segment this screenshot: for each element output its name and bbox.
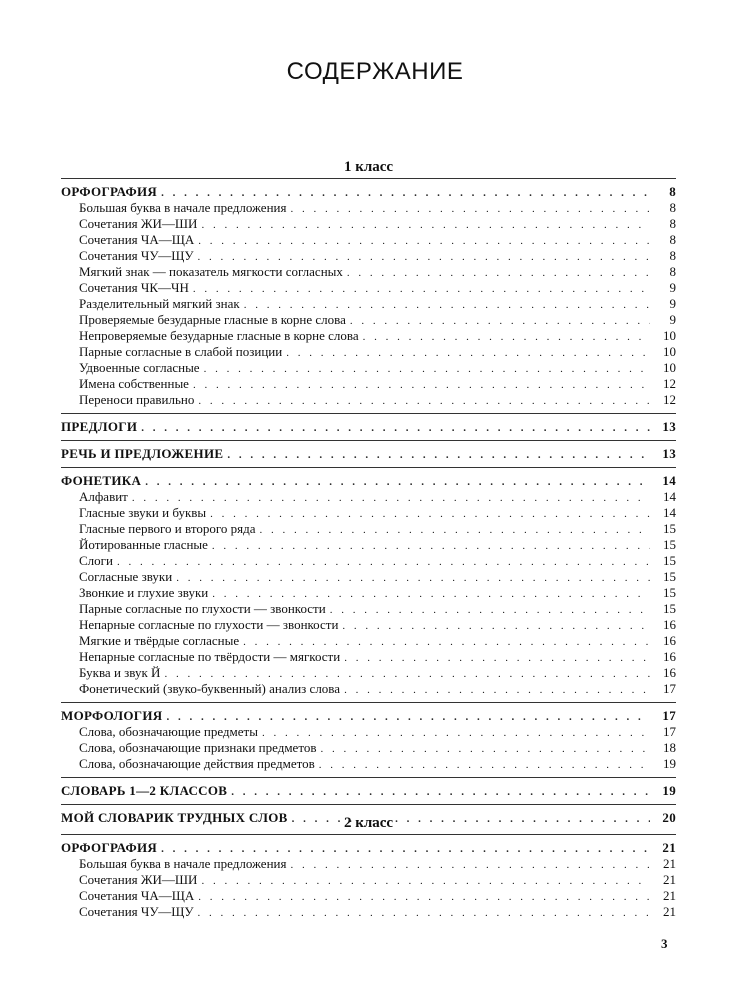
entry-page-number: 15 [663,537,676,552]
toc-sub-entry [61,344,676,360]
entry-label: Сочетания ЧУ—ЩУ [79,248,194,263]
dot-leader [198,889,650,905]
entry-label: Парные согласные в слабой позиции [79,344,283,359]
dot-leader [212,586,650,602]
dot-leader [132,490,650,506]
entry-label: Сочетания ЧА—ЩА [79,888,195,903]
dot-leader [164,666,650,682]
toc-sub-entry [61,553,676,569]
toc-sub-entry [61,904,676,920]
section-grade-1 [61,156,676,831]
dot-leader [145,474,650,490]
toc-sub-entry [61,569,676,585]
toc-sub-entry [61,585,676,601]
toc-sub-entry [61,740,676,756]
entry-page-number: 19 [662,783,676,798]
entry-label: Сочетания ЖИ—ШИ [79,216,198,231]
entry-label: Проверяемые безударные гласные в корне слова [79,312,346,327]
toc-sub-entry [61,312,676,328]
entry-page-number: 14 [663,489,676,504]
entry-page-number: 16 [663,617,676,632]
toc-sub-entry [61,296,676,312]
toc-sub-entry [61,280,676,296]
section-grade-2 [61,812,676,925]
toc-sub-entry [61,248,676,264]
entry-page-number: 13 [662,446,676,461]
entry-page-number: 10 [663,328,676,343]
dot-leader [212,538,650,554]
dot-leader [244,297,650,313]
entry-page-number: 15 [663,553,676,568]
entry-label: РЕЧЬ И ПРЕДЛОЖЕНИЕ [61,446,224,461]
entry-label: Непарные согласные по твёрдости — мягкости [79,649,341,664]
section-heading: 2 класс [343,815,394,831]
entry-label: Буква и звук Й [79,665,161,680]
dot-leader [319,757,650,773]
toc-sub-entry [61,537,676,553]
entry-page-number: 9 [669,296,676,311]
toc-sub-entry [61,360,676,376]
entry-label: Непроверяемые безударные гласные в корне слова [79,328,359,343]
entry-label: Слоги [79,553,113,568]
dot-leader [290,201,650,217]
entry-page-number: 21 [663,904,676,919]
dot-leader [330,602,650,618]
dot-leader [176,570,650,586]
dot-leader [262,725,650,741]
entry-label: Мягкий знак — показатель мягкости согласных [79,264,343,279]
entry-label: Гласные первого и второго ряда [79,521,256,536]
entry-page-number: 17 [663,724,676,739]
dot-leader [161,841,650,857]
entry-label: Алфавит [79,489,128,504]
entry-page-number: 10 [663,344,676,359]
entry-label: ОРФОГРАФИЯ [61,184,158,199]
entry-page-number: 16 [663,633,676,648]
entry-label: Слова, обозначающие признаки предметов [79,740,317,755]
toc-sub-entry [61,328,676,344]
entry-label: Мягкие и твёрдые согласные [79,633,240,648]
toc-sub-entry [61,633,676,649]
entry-label: ОРФОГРАФИЯ [61,840,158,855]
entry-page-number: 8 [669,264,676,279]
toc-sub-entry [61,392,676,408]
dot-leader [166,709,650,725]
entry-label: Непарные согласные по глухости — звонкости [79,617,339,632]
toc-sub-entry [61,724,676,740]
dot-leader [344,650,650,666]
toc-main-entry [61,419,676,435]
entry-page-number: 8 [669,216,676,231]
entry-page-number: 21 [663,856,676,871]
dot-leader [259,522,650,538]
entry-page-number: 17 [662,708,676,723]
entry-page-number: 13 [662,419,676,434]
entry-label: Гласные звуки и буквы [79,505,207,520]
toc-sub-entry [61,505,676,521]
entry-page-number: 9 [669,280,676,295]
dot-leader [161,185,650,201]
toc-sub-entry [61,856,676,872]
dot-leader [193,377,650,393]
entry-label: СЛОВАРЬ 1—2 КЛАССОВ [61,783,228,798]
dot-leader [201,217,650,233]
dot-leader [350,313,650,329]
toc-main-entry [61,446,676,462]
dot-leader [198,905,650,921]
section-heading: 1 класс [343,159,394,175]
entry-page-number: 16 [663,649,676,664]
entry-page-number: 8 [669,200,676,215]
dot-leader [227,447,650,463]
toc-sub-entry [61,521,676,537]
dot-leader [363,329,650,345]
entry-page-number: 8 [669,248,676,263]
dot-leader [198,249,650,265]
dot-leader [141,420,650,436]
entry-label: Йотированные гласные [79,537,208,552]
dot-leader [231,784,650,800]
dot-leader [342,618,650,634]
toc-sub-entry [61,489,676,505]
entry-page-number: 21 [663,872,676,887]
dot-leader [286,345,650,361]
toc-sub-entry [61,200,676,216]
entry-label: ПРЕДЛОГИ [61,419,138,434]
entry-label: Большая буква в начале предложения [79,200,287,215]
dot-leader [201,873,650,889]
toc-sub-entry [61,756,676,772]
toc-sub-entry [61,264,676,280]
entry-label: Переноси правильно [79,392,195,407]
dot-leader [198,233,650,249]
entry-label: Сочетания ЧУ—ЩУ [79,904,194,919]
entry-page-number: 15 [663,601,676,616]
entry-label: Разделительный мягкий знак [79,296,240,311]
entry-label: Сочетания ЖИ—ШИ [79,872,198,887]
entry-page-number: 20 [662,810,676,825]
entry-label: Слова, обозначающие предметы [79,724,258,739]
toc-main-entry [61,184,676,200]
dot-leader [290,857,650,873]
entry-page-number: 10 [663,360,676,375]
dot-leader [193,281,650,297]
dot-leader [210,506,650,522]
toc-sub-entry [61,665,676,681]
page-title: СОДЕРЖАНИЕ [286,58,464,85]
toc-sub-entry [61,376,676,392]
toc-sub-entry [61,872,676,888]
entry-label: Удвоенные согласные [79,360,200,375]
toc-sub-entry [61,888,676,904]
entry-page-number: 15 [663,585,676,600]
entry-page-number: 9 [669,312,676,327]
dot-leader [344,682,650,698]
toc-main-entry [61,840,676,856]
entry-page-number: 15 [663,569,676,584]
dot-leader [243,634,650,650]
entry-page-number: 18 [663,740,676,755]
entry-page-number: 8 [669,232,676,247]
toc-main-entry [61,783,676,799]
entry-label: ФОНЕТИКА [61,473,142,488]
dot-leader [204,361,650,377]
entry-page-number: 16 [663,665,676,680]
entry-page-number: 17 [663,681,676,696]
entry-page-number: 21 [663,888,676,903]
dot-leader [117,554,650,570]
entry-label: Большая буква в начале предложения [79,856,287,871]
page-number: 3 [661,936,668,951]
toc-sub-entry [61,232,676,248]
entry-label: Парные согласные по глухости — звонкости [79,601,326,616]
entry-label: МОРФОЛОГИЯ [61,708,163,723]
toc-sub-entry [61,601,676,617]
toc-sub-entry [61,617,676,633]
entry-label: Имена собственные [79,376,189,391]
entry-page-number: 14 [663,505,676,520]
entry-page-number: 21 [662,840,676,855]
toc-main-entry [61,708,676,724]
toc-sub-entry [61,681,676,697]
toc-sub-entry [61,649,676,665]
dot-leader [347,265,650,281]
entry-page-number: 15 [663,521,676,536]
entry-page-number: 12 [663,376,676,391]
entry-label: МОЙ СЛОВАРИК ТРУДНЫХ СЛОВ [61,810,288,825]
entry-page-number: 8 [669,184,676,199]
entry-page-number: 12 [663,392,676,407]
entry-label: Сочетания ЧК—ЧН [79,280,189,295]
entry-page-number: 19 [663,756,676,771]
dot-leader [320,741,650,757]
entry-label: Фонетический (звуко-буквенный) анализ слова [79,681,341,696]
entry-page-number: 14 [662,473,676,488]
entry-label: Звонкие и глухие звуки [79,585,209,600]
entry-label: Сочетания ЧА—ЩА [79,232,195,247]
entry-label: Согласные звуки [79,569,173,584]
toc-main-entry [61,473,676,489]
dot-leader [198,393,650,409]
toc-sub-entry [61,216,676,232]
entry-label: Слова, обозначающие действия предметов [79,756,315,771]
